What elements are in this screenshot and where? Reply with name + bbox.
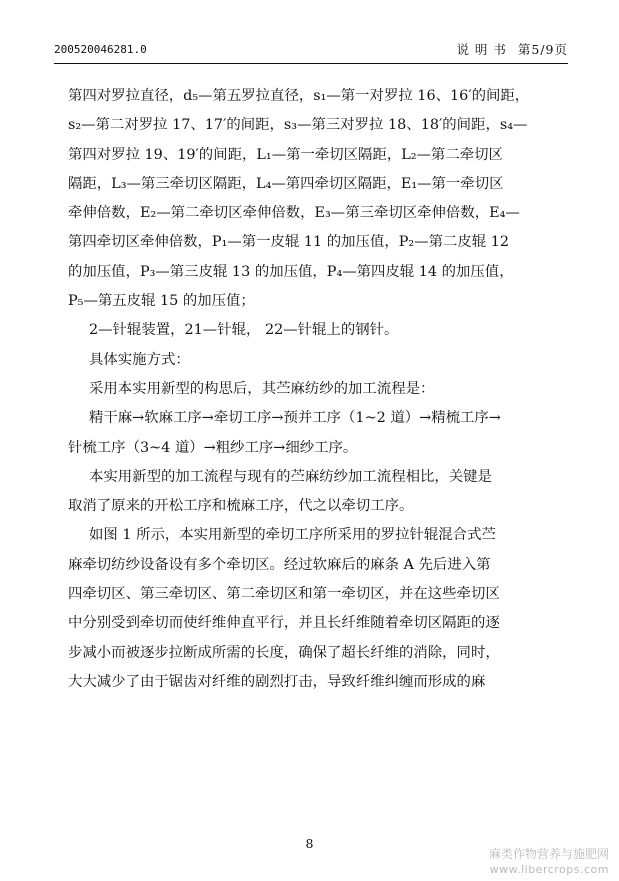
- body-text: [68, 82, 568, 697]
- text-line: 隔距，L₃—第三牵切区隔距，L₄—第四牵切区隔距，E₁—第一牵切区: [68, 175, 504, 192]
- watermark: [489, 846, 609, 878]
- text-line: 麻牵切纺纱设备设有多个牵切区。经过软麻后的麻条 A 先后进入第: [68, 556, 491, 573]
- text-line: 取消了原来的开松工序和梳麻工序，代之以牵切工序。: [68, 498, 414, 515]
- text-line: 牵伸倍数，E₂—第二牵切区牵伸倍数，E₃—第三牵切区牵伸倍数，E₄—: [68, 205, 520, 222]
- document-type: 说 明 书: [456, 42, 507, 57]
- page-number: 8: [305, 836, 314, 851]
- text-line: 步减小而被逐步拉断成所需的长度，确保了超长纤维的消除，同时，: [68, 644, 500, 661]
- text-line: 本实用新型的加工流程与现有的苎麻纺纱加工流程相比，关键是: [89, 468, 492, 485]
- text-line: 精干麻→软麻工序→牵切工序→预并工序（1~2 道）→精梳工序→: [89, 410, 501, 427]
- text-line: P₅—第五皮辊 15 的加压值；: [68, 293, 255, 310]
- text-line: 针梳工序（3~4 道）→粗纱工序→细纱工序。: [68, 439, 358, 456]
- text-line: 第四对罗拉直径，d₅—第五罗拉直径，s₁—第一对罗拉 16、16′的间距，: [68, 88, 530, 104]
- text-line: 四牵切区、第三牵切区、第二牵切区和第一牵切区，并在这些牵切区: [68, 586, 500, 603]
- text-line: 大大减少了由于锯齿对纤维的剧烈打击，导致纤维纠缠而形成的麻: [68, 673, 486, 690]
- text-line: 具体实施方式：: [89, 351, 190, 368]
- text-line: 如图 1 所示，本实用新型的牵切工序所采用的罗拉针辊混合式苎: [89, 527, 496, 544]
- page-info: 第5/9页: [517, 42, 568, 57]
- page-header: [54, 38, 568, 60]
- text-line: 2—针辊装置，21—针辊， 22—针辊上的钢针。: [89, 322, 399, 339]
- document-number: 200520046281.0: [54, 42, 147, 56]
- text-line: s₂—第二对罗拉 17、17′的间距，s₃—第三对罗拉 18、18′的间距，s₄—: [68, 117, 528, 134]
- text-line: 第四牵切区牵伸倍数，P₁—第一皮辊 11 的加压值，P₂—第二皮辊 12: [68, 234, 510, 251]
- watermark-url: www.libercrops.com: [489, 863, 609, 876]
- text-line: 的加压值，P₃—第三皮辊 13 的加压值，P₄—第四皮辊 14 的加压值，: [68, 263, 514, 280]
- watermark-title: 麻类作物营养与施肥网: [488, 847, 609, 861]
- header-right: [456, 40, 568, 58]
- text-line: 第四对罗拉 19、19′的间距，L₁—第一牵切区隔距，L₂—第二牵切区: [68, 146, 503, 163]
- header-rule: [54, 63, 568, 64]
- text-line: 采用本实用新型的构思后，其苎麻纺纱的加工流程是：: [89, 380, 435, 397]
- text-line: 中分别受到牵切而使纤维伸直平行，并且长纤维随着牵切区隔距的逐: [68, 615, 500, 632]
